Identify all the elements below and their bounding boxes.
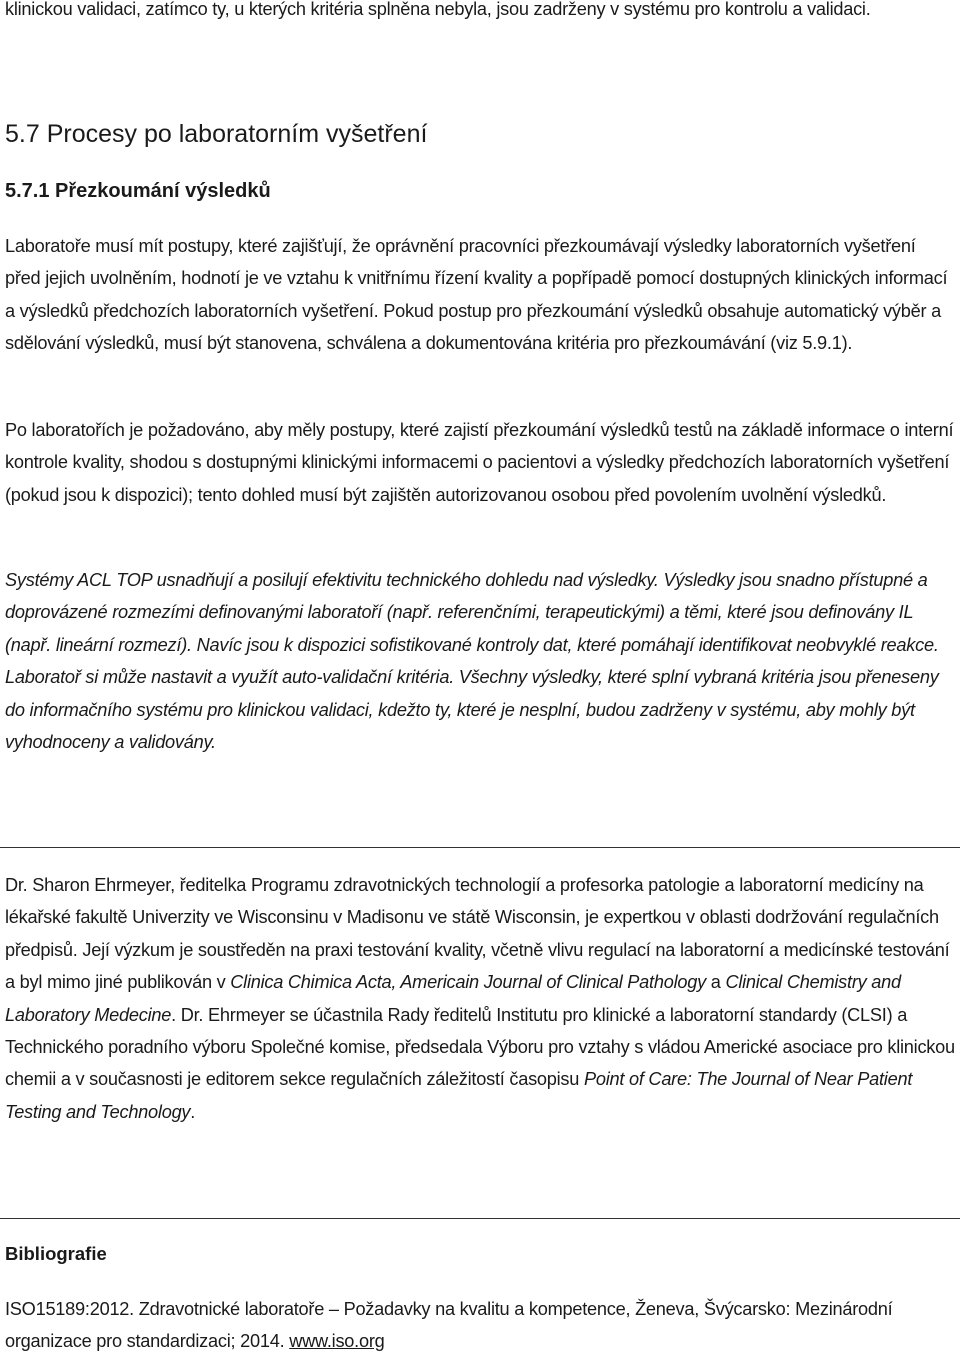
author-bio xyxy=(5,869,955,1128)
author-bio-part1: Dr. Sharon Ehrmeyer, ředitelka Programu zdravotnických technologií a profesorka patologie a laboratorní medicíny na lékařské fakultě Univerzity ve Wisconsinu v Madisonu ve státě Wisconsin, je expertkou v oblasti dodržování regulačních předpisů. Její výzkum je soustředěn na praxi testování kvality, včetně vlivu regulací na laboratorní a medicínské testování a byl mimo jiné publikován v xyxy=(5,875,950,993)
iso-link[interactable]: www.iso.org xyxy=(289,1331,385,1352)
author-bio-end: . xyxy=(190,1101,196,1122)
divider-top xyxy=(0,847,960,848)
section-title: 5.7 Procesy po laboratorním vyšetření xyxy=(5,120,428,148)
subsection-title: 5.7.1 Přezkoumání výsledků xyxy=(5,180,271,202)
author-bio-part2: . Dr. Ehrmeyer se účastnila Rady ředitelů Institutu pro klinické a laboratorní standardy (CLSI) a Technického poradního výboru Společné komise, předsedala Výboru pro vztahy s vládou Americké asociace pro klinickou chemii a v současnosti je editorem sekce regulačních záležitostí časopisu xyxy=(5,1004,955,1090)
bibliography-heading: Bibliografie xyxy=(5,1243,107,1264)
paragraph-review-procedures: Laboratoře musí mít postupy, které zajišťují, že oprávnění pracovníci přezkoumávají výsledky laboratorních vyšetření před jejich uvolněním, hodnotí je ve vztahu k vnitřnímu řízení kvality a popřípadě pomocí dostupných klinických informací a výsledků předchozích laboratorních vyšetření. Pokud postup pro přezkoumání výsledků obsahuje automatický výběr a sdělování výsledků, musí být stanovena, schválena a dokumentována kritéria pro přezkoumávání (viz 5.9.1). xyxy=(5,236,948,354)
journal-name-3: Point of Care: The Journal of Near Patient Testing and Technology xyxy=(5,1069,913,1122)
intro-paragraph: klinickou validaci, zatímco ty, u kterých kritéria splněna nebyla, jsou zadrženy v systému pro kontrolu a validaci. xyxy=(5,0,871,19)
journal-name-1: Clinica Chimica Acta, Americain Journal of Clinical Pathology xyxy=(230,972,706,993)
divider-bottom xyxy=(0,1218,960,1219)
journal-name-2: Clinical Chemistry and Laboratory Medecine xyxy=(5,972,901,1025)
bibliography-entry-text: ISO15189:2012. Zdravotnické laboratoře – Požadavky na kvalitu a kompetence, Ženeva, Švýcarsko: Mezinárodní organizace pro standardizaci; 2014. xyxy=(5,1299,893,1352)
paragraph-acl-top: Systémy ACL TOP usnadňují a posilují efektivitu technického dohledu nad výsledky. Výsledky jsou snadno přístupné a doprovázené rozmezími definovanými laboratoří (např. referenčními, terapeutickými) a těmi, které jsou definovány IL (např. lineární rozmezí). Navíc jsou k dispozici sofistikované kontroly dat, které pomáhají identifikovat neobvyklé reakce. Laboratoř si může nastavit a využít auto-validační kritéria. Všechny výsledky, které splní vybraná kritéria jsou přeneseny do informačního systému pro klinickou validaci, kdežto ty, které je nesplní, budou zadrženy v systému, aby mohly být vyhodnoceny a validovány. xyxy=(5,570,939,753)
author-bio-joiner: a xyxy=(705,972,726,993)
bibliography-entry xyxy=(5,1293,955,1358)
paragraph-lab-requirements: Po laboratořích je požadováno, aby měly postupy, které zajistí přezkoumání výsledků testů na základě informace o interní kontrole kvality, shodou s dostupnými klinickými informacemi o pacientovi a výsledky předchozích laboratorních vyšetření (pokud jsou k dispozici); tento dohled musí být zajištěn autorizovanou osobou před povolením uvolnění výsledků. xyxy=(5,420,954,505)
